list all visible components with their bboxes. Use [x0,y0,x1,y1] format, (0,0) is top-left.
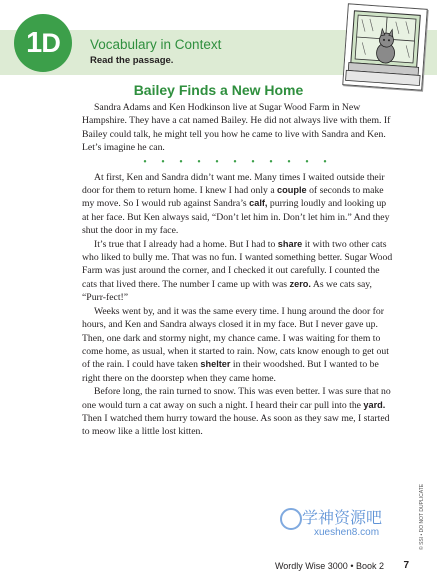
text-run: Weeks went by, and it was the same every time. I hung around the door for hours, and Ken and Sandra always closed it in my face. But I never gave up. Then, one dark and stormy night, my chance came. I was waiting for them to come home, as usual, when it started to rain. Now, cats know enough to get out of the rain. I could have taken [82,305,389,371]
copyright-text: © SSI • DO NOT DUPLICATE [419,483,425,550]
text-run: Then I watched them hurry toward the house. As soon as they saw me, I started to meow like a little lost kitten. [82,412,390,438]
text-run: It’s true that I already had a home. But I had to [94,238,278,250]
text-run: in their woodshed. But I wanted to be right there on the doorstep when they came home. [82,359,379,384]
text-run: purring loudly and looking up at her face. But Ken always said, “Don’t let him in. Don’t let him in.” And they shut the door in my face. [82,198,390,237]
paragraph-3 [82,305,394,385]
footer-series: Wordly Wise 3000 • Book 2 [274,561,384,571]
paragraph-4 [82,385,394,439]
text-run: At first, Ken and Sandra didn’t want me. Many times I waited outside their door for them to return home. I knew I had only a [82,171,385,197]
cat-illustration [342,3,428,90]
section-divider: • • • • • • • • • • • [143,156,333,168]
lesson-badge [14,14,72,72]
watermark-text: 学神资源吧 [302,508,383,527]
watermark [280,505,420,545]
text-run: of seconds to make my move. So I would rub against Sandra’s [82,185,384,210]
story-title: Bailey Finds a New Home [133,82,304,98]
vocab-word-yard: yard. [363,399,386,410]
lesson-letter: D [41,27,60,58]
paragraph-1 [82,171,394,238]
instruction-text: Read the passage. [90,55,174,66]
intro-paragraph: Sandra Adams and Ken Hodkinson live at Sugar Wood Farm in New Hampshire. They have a cat named Bailey. He did not always live with them. If Bailey could talk, he might tell you how he came to live with Sandra and Ken. Let’s imagine he can. [82,102,391,154]
page-number: 7 [403,560,409,571]
vocab-word-share: share [277,238,303,249]
text-run: As we cats say, “Purr-fect!” [82,278,372,304]
watermark-url: xueshen8.com [314,527,380,538]
text-run: Before long, the rain turned to snow. This was even better. I was sure that no one would turn a cat away on such a night. I heard their car pull into the [82,386,391,411]
vocab-word-calf: calf, [249,198,268,209]
vocab-word-couple: couple [277,185,307,196]
lesson-number: 1 [26,26,42,59]
page-footer [0,561,437,576]
paragraph-2 [82,238,394,305]
vocab-word-zero: zero. [289,278,311,289]
copyright-notice [419,470,427,550]
section-title: Vocabulary in Context [90,37,222,52]
passage-body [82,101,394,439]
vocab-word-shelter: shelter [200,359,231,370]
text-run: it with two other cats who liked to bully me. That was no fun. I wanted something better. Sugar Wood Farm was just around the corner, and I checked it out carefully. I counted the cats that lived there. The number I came up with was [82,238,393,290]
cat-at-door-image [343,4,426,89]
watermark-logo-icon [280,508,302,530]
